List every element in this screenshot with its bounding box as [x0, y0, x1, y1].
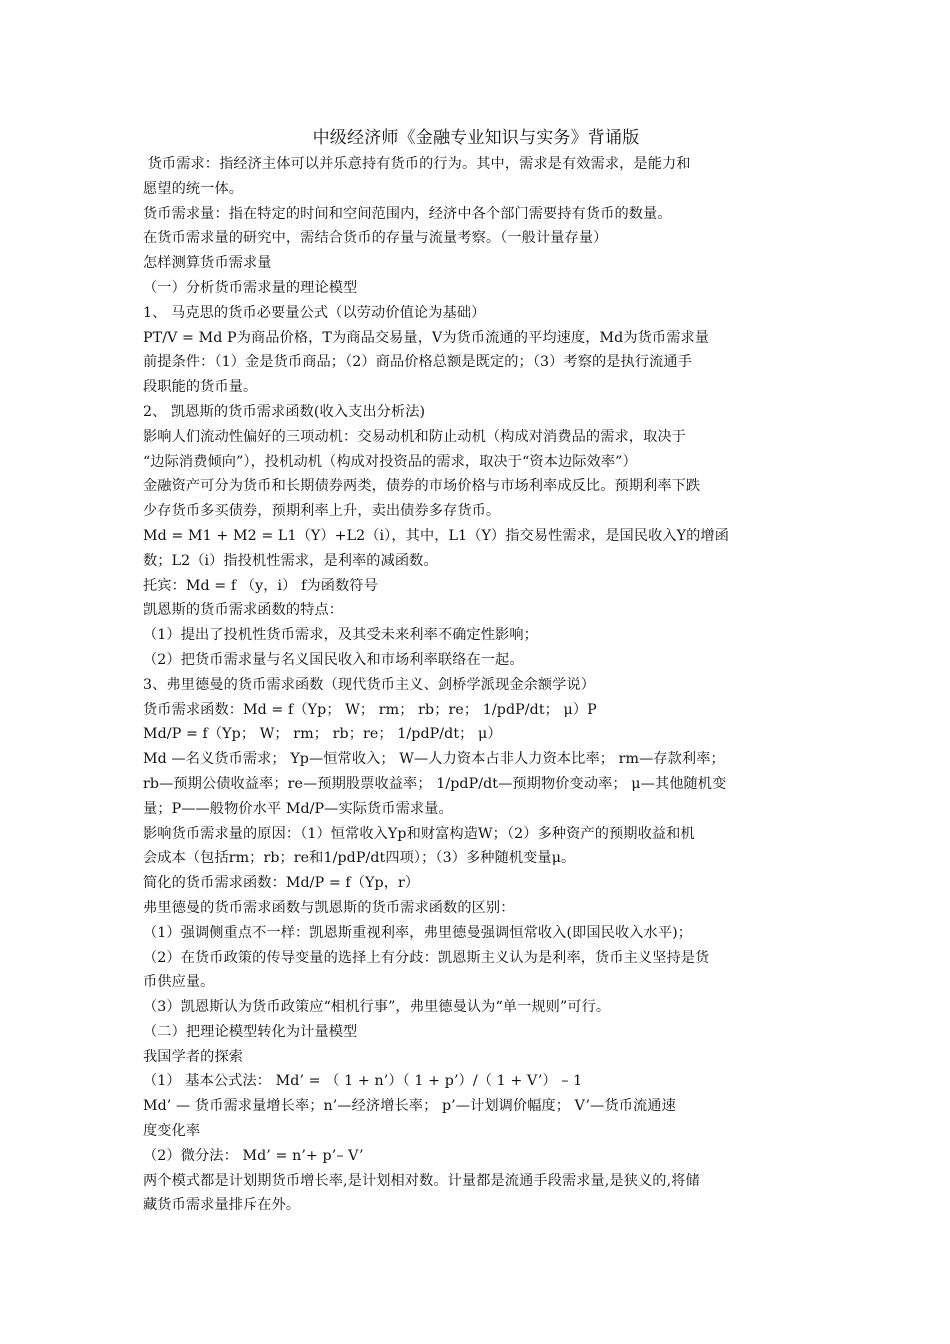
text-line: 金融资产可分为货币和长期债券两类，债券的市场价格与市场利率成反比。预期利率下跌 [143, 478, 701, 495]
text-line: 度变化率 [143, 1123, 201, 1140]
text-line: （3）凯恩斯认为货币政策应“相机行事”，弗里德曼认为“单一规则”可行。 [143, 999, 611, 1016]
text-line: 影响人们流动性偏好的三项动机：交易动机和防止动机（构成对消费品的需求，取决于 [143, 428, 686, 445]
text-line: 藏货币需求量排斥在外。 [143, 1197, 301, 1214]
text-line: rb—预期公债收益率；re—预期股票收益率； 1/pdP/dt—预期物价变动率； μ—其他随机变 [143, 775, 727, 792]
text-line: 弗里德曼的货币需求函数与凯恩斯的货币需求函数的区别： [143, 899, 515, 916]
text-line: （2）微分法： Md’ = n’+ p’– V’ [143, 1147, 364, 1164]
text-line: 前提条件：（1）金是货币商品；（2）商品价格总额是既定的；（3）考察的是执行流通手 [143, 354, 693, 371]
text-line: Md’ — 货币需求量增长率；n’—经济增长率； p’—计划调价幅度； V’—货币流通速 [143, 1098, 676, 1115]
text-line: 货币需求函数：Md = f（Yp； W； rm； rb；re； 1/pdP/dt； μ）P [143, 701, 597, 718]
text-line: Md —名义货币需求； Yp—恒常收入； W—人力资本占非人力资本比率； rm—存款利率； [143, 751, 725, 768]
text-line: （2）在货币政策的传导变量的选择上有分歧：凯恩斯主义认为是利率，货币主义坚持是货 [143, 949, 710, 966]
text-line: 影响货币需求量的原因：（1）恒常收入Yp和财富构造W；（2）多种资产的预期收益和机 [143, 825, 695, 842]
text-line: PT/V = Md P为商品价格，T为商品交易量，V为货币流通的平均速度，Md为货币需求量 [143, 329, 710, 346]
document-body [143, 152, 809, 1218]
text-line: （二）把理论模型转化为计量模型 [143, 1023, 358, 1040]
text-line: 币供应量。 [143, 974, 215, 991]
text-line: 1、 马克思的货币必要量公式（以劳动价值论为基础） [143, 304, 486, 321]
text-line: Md/P = f（Yp； W； rm； rb；re； 1/pdP/dt； μ） [143, 726, 502, 743]
text-line: 3、弗里德曼的货币需求函数（现代货币主义、剑桥学派现金余额学说） [143, 676, 596, 693]
text-line: 货币需求：指经济主体可以并乐意持有货币的行为。其中，需求是有效需求，是能力和 [143, 156, 691, 172]
text-line: 会成本（包括rm；rb；re和1/pdP/dt四项）；（3）多种随机变量μ。 [143, 850, 576, 867]
text-line: （2）把货币需求量与名义国民收入和市场利率联络在一起。 [143, 651, 524, 668]
text-line: 简化的货币需求函数：Md/P = f（Yp，r） [143, 875, 420, 892]
text-line: 2、 凯恩斯的货币需求函数(收入支出分析法) [143, 403, 426, 420]
text-line: 我国学者的探索 [143, 1048, 244, 1065]
text-line: 货币需求量：指在特定的时间和空间范围内，经济中各个部门需要持有货币的数量。 [143, 205, 672, 222]
text-line: 数；L2（i）指投机性需求，是利率的减函数。 [143, 552, 438, 569]
text-line: 托宾：Md = f （y，i） f为函数符号 [143, 577, 378, 594]
document-page [143, 126, 809, 1218]
text-line: 量；P——般物价水平 Md/P—实际货币需求量。 [143, 800, 453, 817]
text-line: Md = M1 + M2 = L1（Y）+L2（i），其中，L1（Y）指交易性需求，是国民收入Y的增函 [143, 527, 729, 544]
text-line: 凯恩斯的货币需求函数的特点： [143, 602, 344, 619]
text-line: 少存货币多买债券，预期利率上升，卖出债券多存货币。 [143, 503, 501, 520]
document-title: 中级经济师《金融专业知识与实务》背诵版 [312, 128, 640, 148]
text-line: 愿望的统一体。 [143, 180, 244, 197]
text-line: （1）强调侧重点不一样：凯恩斯重视利率，弗里德曼强调恒常收入(即国民收入水平)； [143, 924, 693, 941]
text-line: （1）提出了投机性货币需求，及其受未来利率不确定性影响； [143, 627, 538, 644]
text-line: （一）分析货币需求量的理论模型 [143, 279, 358, 296]
text-line: 两个模式都是计划期货币增长率,是计划相对数。计量都是流通手段需求量,是狭义的,将储 [143, 1172, 700, 1189]
text-line: “边际消费倾向”），投机动机（构成对投资品的需求，取决于“资本边际效率”） [143, 453, 637, 470]
text-line: 在货币需求量的研究中，需结合货币的存量与流量考察。（一般计量存量） [143, 230, 608, 247]
text-line: 段职能的货币量。 [143, 379, 258, 396]
text-line: （1） 基本公式法： Md’ = （ 1 + n’）（ 1 + p’）/（ 1 + V’） – 1 [143, 1073, 583, 1090]
text-line: 怎样测算货币需求量 [143, 255, 272, 272]
